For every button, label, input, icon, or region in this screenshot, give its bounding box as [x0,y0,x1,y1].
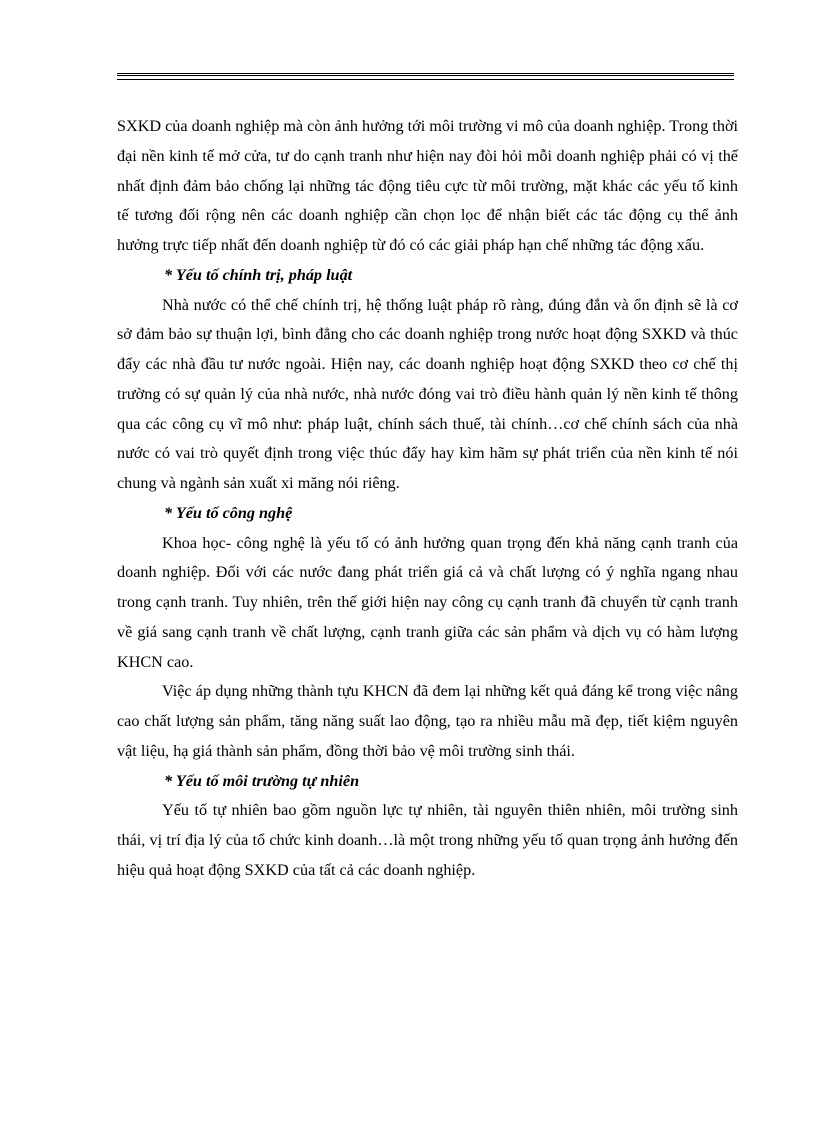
heading-technology-factors: * Yếu tố công nghệ [164,503,293,522]
paragraph-natural-environment: Yếu tố tự nhiên bao gồm nguồn lực tự nhiên, tài nguyên thiên nhiên, môi trường sinh thái, vị trí địa lý của tổ chức kinh doanh…là một trong những yếu tố quan trọng ảnh hưởng đến hiệu quả hoạt động SXKD của tất cả các doanh nghiệp. [117,801,738,879]
paragraph-technology-application: Việc áp dụng những thành tựu KHCN đã đem lại những kết quả đáng kể trong việc nâng cao chất lượng sản phẩm, tăng năng suất lao động, tạo ra nhiều mẫu mã đẹp, tiết kiệm nguyên vật liệu, hạ giá thành sản phẩm, đồng thời bảo vệ môi trường sinh thái. [117,682,738,760]
heading-political-legal-factors: * Yếu tố chính trị, pháp luật [164,265,353,284]
heading-natural-environment-factors: * Yếu tố môi trường tự nhiên [164,771,360,790]
document-body [117,112,738,886]
paragraph-political-legal: Nhà nước có thể chế chính trị, hệ thống luật pháp rõ ràng, đúng đắn và ổn định sẽ là cơ sở đảm bảo sự thuận lợi, bình đẳng cho các doanh nghiệp trong nước hoạt động SXKD và thúc đẩy các nhà đầu tư nước ngoài. Hiện nay, các doanh nghiệp hoạt động SXKD theo cơ chế thị trường có sự quản lý của nhà nước, nhà nước đóng vai trò điều hành quản lý nền kinh tế thông qua các công cụ vĩ mô như: pháp luật, chính sách thuế, tài chính…cơ chế chính sách của nhà nước có vai trò quyết định trong việc thúc đẩy hay kìm hãm sự phát triển của nền kinh tế nói chung và ngành sản xuất xi măng nói riêng. [117,295,738,492]
header-double-rule [117,73,734,80]
paragraph-economic-factors-continued: SXKD của doanh nghiệp mà còn ảnh hưởng tới môi trường vi mô của doanh nghiệp. Trong thời đại nền kinh tế mở cửa, tư do cạnh tranh như hiện nay đòi hỏi mỗi doanh nghiệp phải có vị thế nhất định đảm bảo chống lại những tác động tiêu cực từ môi trường, mặt khác các yếu tố kinh tế tương đối rộng nên các doanh nghiệp cần chọn lọc để nhận biết các tác động cụ thể ảnh hưởng trực tiếp nhất đến doanh nghiệp từ đó có các giải pháp hạn chế những tác động xấu. [117,117,738,254]
paragraph-technology-competition: Khoa học- công nghệ là yếu tố có ảnh hưởng quan trọng đến khả năng cạnh tranh của doanh nghiệp. Đối với các nước đang phát triển giá cả và chất lượng có ý nghĩa ngang nhau trong cạnh tranh. Tuy nhiên, trên thế giới hiện nay công cụ cạnh tranh đã chuyển từ cạnh tranh về giá sang cạnh tranh về chất lượng, cạnh tranh giữa các sản phẩm và dịch vụ có hàm lượng KHCN cao. [117,533,738,671]
